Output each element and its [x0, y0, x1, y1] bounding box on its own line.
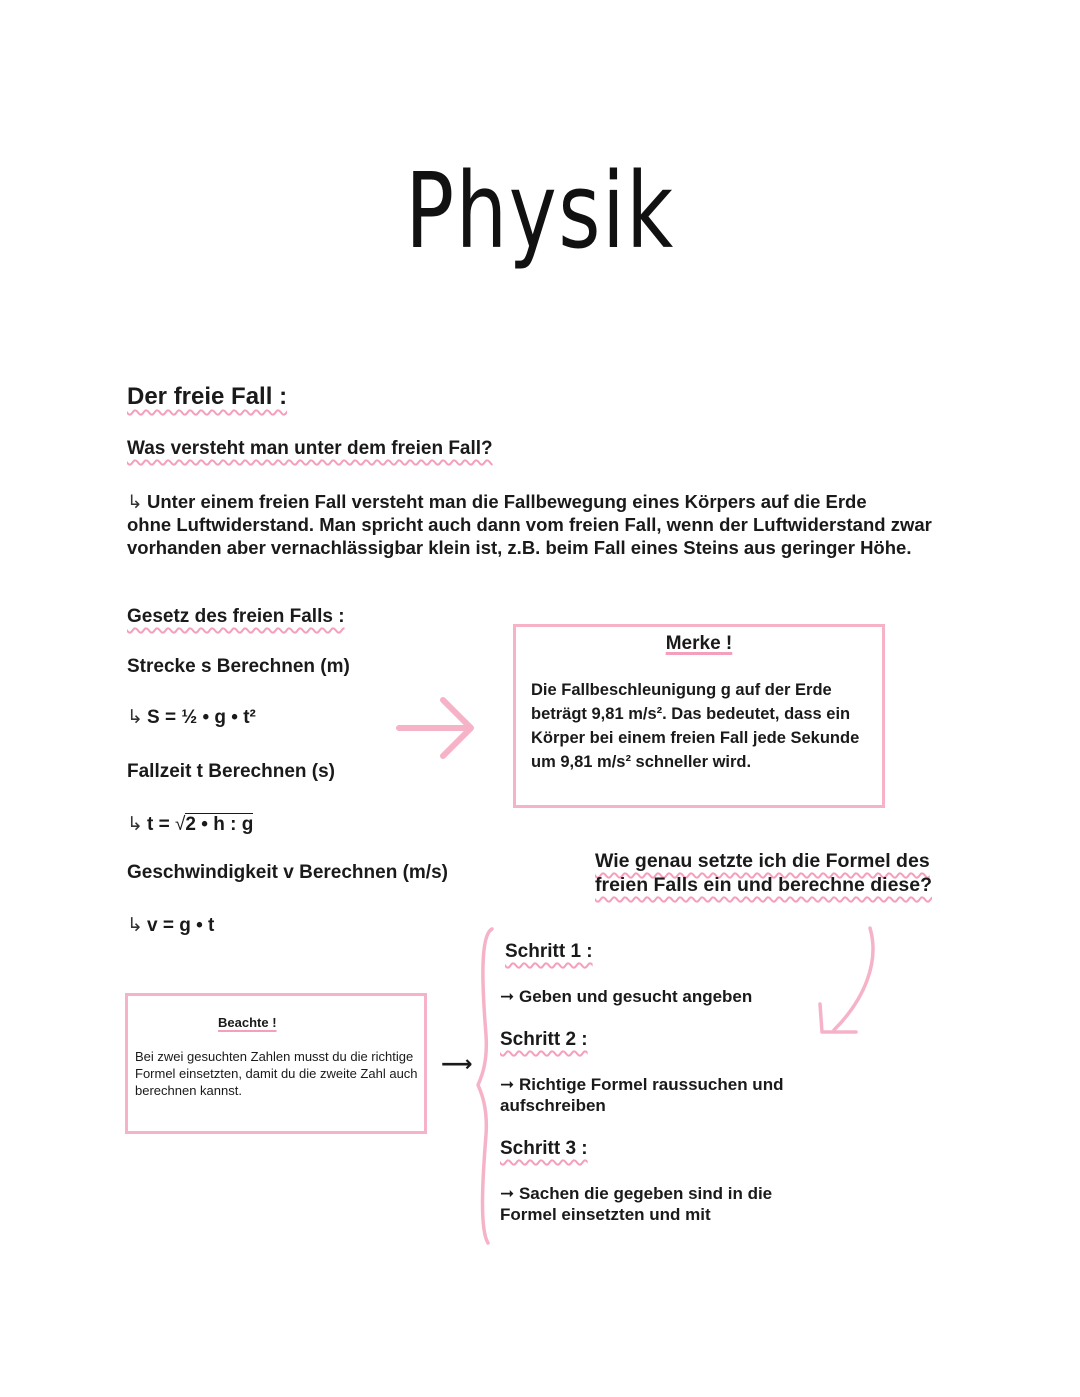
beachte-box	[125, 993, 427, 1134]
velocity-label: Geschwindigkeit v Berechnen (m/s)	[127, 862, 448, 883]
arrow-small-icon: ➞	[500, 1075, 519, 1094]
merke-text: Die Fallbeschleunigung g auf der Erde beträgt 9,81 m/s². Das bedeutet, dass ein Körper bei einem freien Fall jede Sekunde um 9,81 m/s² schneller wird.	[531, 681, 860, 771]
page-title: Physik	[405, 150, 675, 272]
hook-arrow-icon: ↳	[127, 707, 143, 728]
beachte-text: Bei zwei gesuchten Zahlen musst du die richtige Formel einsetzten, damit du die zweite Zahl auch berechnen kannst.	[135, 1049, 418, 1098]
beachte-title: Beachte !	[218, 1015, 277, 1030]
answer-line-1: Unter einem freien Fall versteht man die Fallbewegung eines Körpers auf die Erde	[147, 491, 867, 512]
time-formula-post: 2 • h : g	[185, 814, 254, 835]
arrow-small-icon: ➞	[500, 1184, 519, 1203]
section-question: Was versteht man unter dem freien Fall?	[127, 438, 493, 459]
step1-row	[500, 987, 752, 1007]
step2-text: Richtige Formel raussuchen und aufschreiben	[500, 1075, 784, 1115]
merke-box	[513, 624, 885, 808]
section-heading: Der freie Fall :	[127, 383, 288, 410]
steps-question: Wie genau setzte ich die Formel des freien Falls ein und berechne diese?	[595, 850, 933, 896]
step3-text: Sachen die gegeben sind in die Formel einsetzten und mit	[500, 1184, 773, 1224]
time-formula-pre: t =	[147, 814, 170, 835]
distance-formula-row	[127, 706, 256, 729]
time-formula-row	[127, 813, 253, 836]
step1-text: Geben und gesucht angeben	[518, 987, 753, 1006]
distance-label: Strecke s Berechnen (m)	[127, 656, 350, 677]
step3-row	[500, 1183, 810, 1225]
hook-arrow-icon: ↳	[127, 814, 143, 835]
arrow-small-icon: ➞	[500, 987, 519, 1006]
velocity-formula: v = g • t	[147, 915, 215, 936]
hook-arrow-icon: ↳	[127, 915, 143, 936]
arrow-right-icon	[395, 695, 480, 761]
law-heading: Gesetz des freien Falls :	[127, 606, 345, 627]
sqrt-icon: √	[174, 814, 186, 835]
step1-label: Schritt 1 :	[505, 941, 593, 962]
velocity-formula-row	[127, 914, 214, 937]
hook-arrow-icon: ↳	[127, 491, 143, 512]
merke-title: Merke !	[665, 633, 733, 654]
time-label: Fallzeit t Berechnen (s)	[127, 761, 335, 782]
step2-row	[500, 1074, 820, 1116]
answer-paragraph	[127, 490, 957, 559]
steps-question-wrap	[595, 849, 940, 897]
distance-formula: S = ½ • g • t²	[147, 707, 256, 728]
curly-brace-icon	[474, 925, 498, 1247]
step2-label: Schritt 2 :	[500, 1029, 588, 1050]
step3-label: Schritt 3 :	[500, 1138, 588, 1159]
curved-arrow-icon	[812, 922, 882, 1038]
arrow-right-small-icon: ⟶	[441, 1051, 473, 1076]
answer-rest: ohne Luftwiderstand. Man spricht auch dann vom freien Fall, wenn der Luftwiderstand zwar vorhanden aber vernachlässigbar klein ist, z.B. beim Fall eines Steins aus geringer Höhe.	[127, 514, 932, 558]
